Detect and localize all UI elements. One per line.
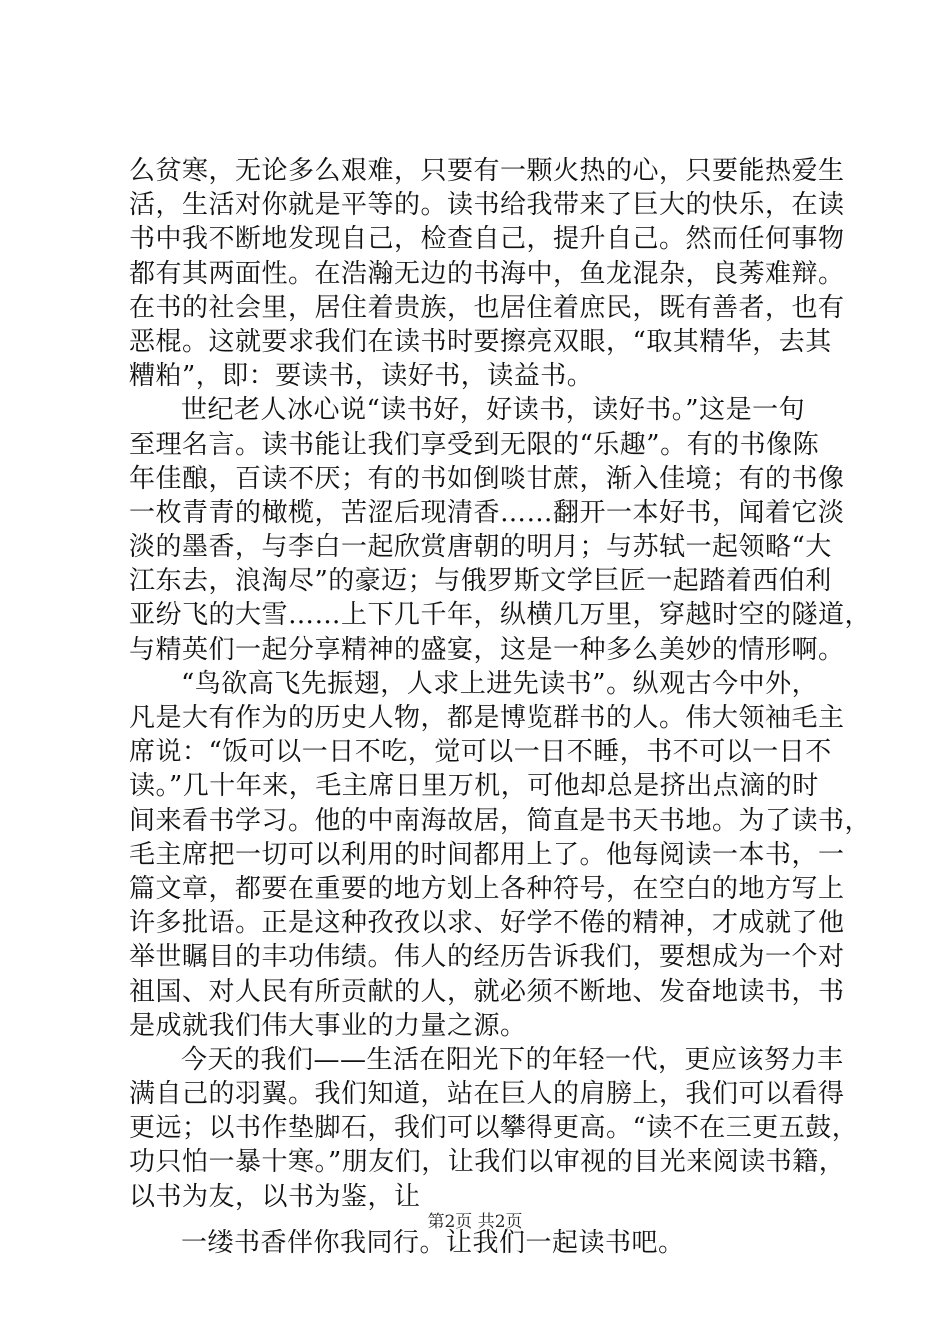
paragraph-first-line: 今天的我们——生活在阳光下的年轻一代，更应该努力丰 (181, 1044, 844, 1075)
text-line: 糟粕”，即：要读书，读好书，读益书。 (129, 361, 594, 392)
text-line: 恶棍。这就要求我们在读书时要擦亮双眼，“取其精华，去其 (129, 326, 832, 357)
text-line: 席说：“饭可以一日不吃，觉可以一日不睡，书不可以一日不 (129, 737, 832, 768)
text-line: 年佳酿，百读不厌；有的书如倒啖甘蔗，渐入佳境；有的书像 (129, 463, 845, 494)
text-line: 举世瞩目的丰功伟绩。伟人的经历告诉我们，要想成为一个对 (129, 942, 845, 973)
text-line: 在书的社会里，居住着贵族，也居住着庶民，既有善者，也有 (129, 292, 845, 323)
text-line: 至理名言。读书能让我们享受到无限的“乐趣”。有的书像陈 (129, 429, 820, 460)
paragraph-first-line: 世纪老人冰心说“读书好，好读书，读好书。”这是一句 (181, 395, 806, 426)
text-line: 篇文章，都要在重要的地方划上各种符号，在空白的地方写上 (129, 873, 845, 904)
text-line: 毛主席把一切可以利用的时间都用上了。他每阅读一本书，一 (129, 839, 845, 870)
text-line: 么贫寒，无论多么艰难，只要有一颗火热的心，只要能热爱生 (129, 156, 845, 186)
text-line: 都有其两面性。在浩瀚无边的书海中，鱼龙混杂，良莠难辩。 (129, 258, 845, 289)
text-line: 功只怕一暴十寒。”朋友们，让我们以审视的目光来阅读书籍， (129, 1147, 846, 1178)
text-line: 亚纷飞的大雪……上下几千年，纵横几万里，穿越时空的隧道， (129, 600, 872, 631)
text-line: 活，生活对你就是平等的。读书给我带来了巨大的快乐，在读 (129, 190, 845, 221)
text-line: 书中我不断地发现自己，检查自己，提升自己。然而任何事物 (129, 224, 845, 255)
text-line: 读。”几十年来，毛主席日里万机，可他却总是挤出点滴的时 (129, 771, 819, 802)
body-text (129, 154, 872, 1260)
text-line: 淡的墨香，与李白一起欣赏唐朝的明月；与苏轼一起领略“大 (129, 532, 832, 563)
text-line: 满自己的羽翼。我们知道，站在巨人的肩膀上，我们可以看得 (129, 1079, 845, 1110)
text-line: 祖国、对人民有所贡献的人，就必须不断地、发奋地读书，书 (129, 976, 845, 1007)
text-line: 更远；以书作垫脚石，我们可以攀得更高。“读不在三更五鼓， (129, 1113, 859, 1144)
text-line: 一枚青青的橄榄，苦涩后现清香……翻开一本好书，闻着它淡 (129, 497, 845, 528)
page-footer: 第2页 共2页 (427, 1212, 523, 1232)
paragraph-first-line: “鸟欲高飞先振翅，人求上进先读书”。纵观古今中外， (181, 668, 819, 699)
text-line: 许多批语。正是这种孜孜以求、好学不倦的精神，才成就了他 (129, 908, 845, 939)
text-line: 江东去，浪淘尽”的豪迈；与俄罗斯文学巨匠一起踏着西伯利 (129, 566, 832, 597)
text-line: 是成就我们伟大事业的力量之源。 (129, 1010, 527, 1041)
text-line: 以书为友，以书为鉴，让 (129, 1181, 421, 1212)
text-line: 与精英们一起分享精神的盛宴，这是一种多么美妙的情形啊。 (129, 634, 845, 665)
text-line: 凡是大有作为的历史人物，都是博览群书的人。伟大领袖毛主 (129, 703, 845, 733)
paragraph-first-line: 一缕书香伴你我同行。让我们一起读书吧。 (181, 1227, 685, 1258)
text-line: 间来看书学习。他的中南海故居，简直是书天书地。为了读书， (129, 805, 872, 836)
